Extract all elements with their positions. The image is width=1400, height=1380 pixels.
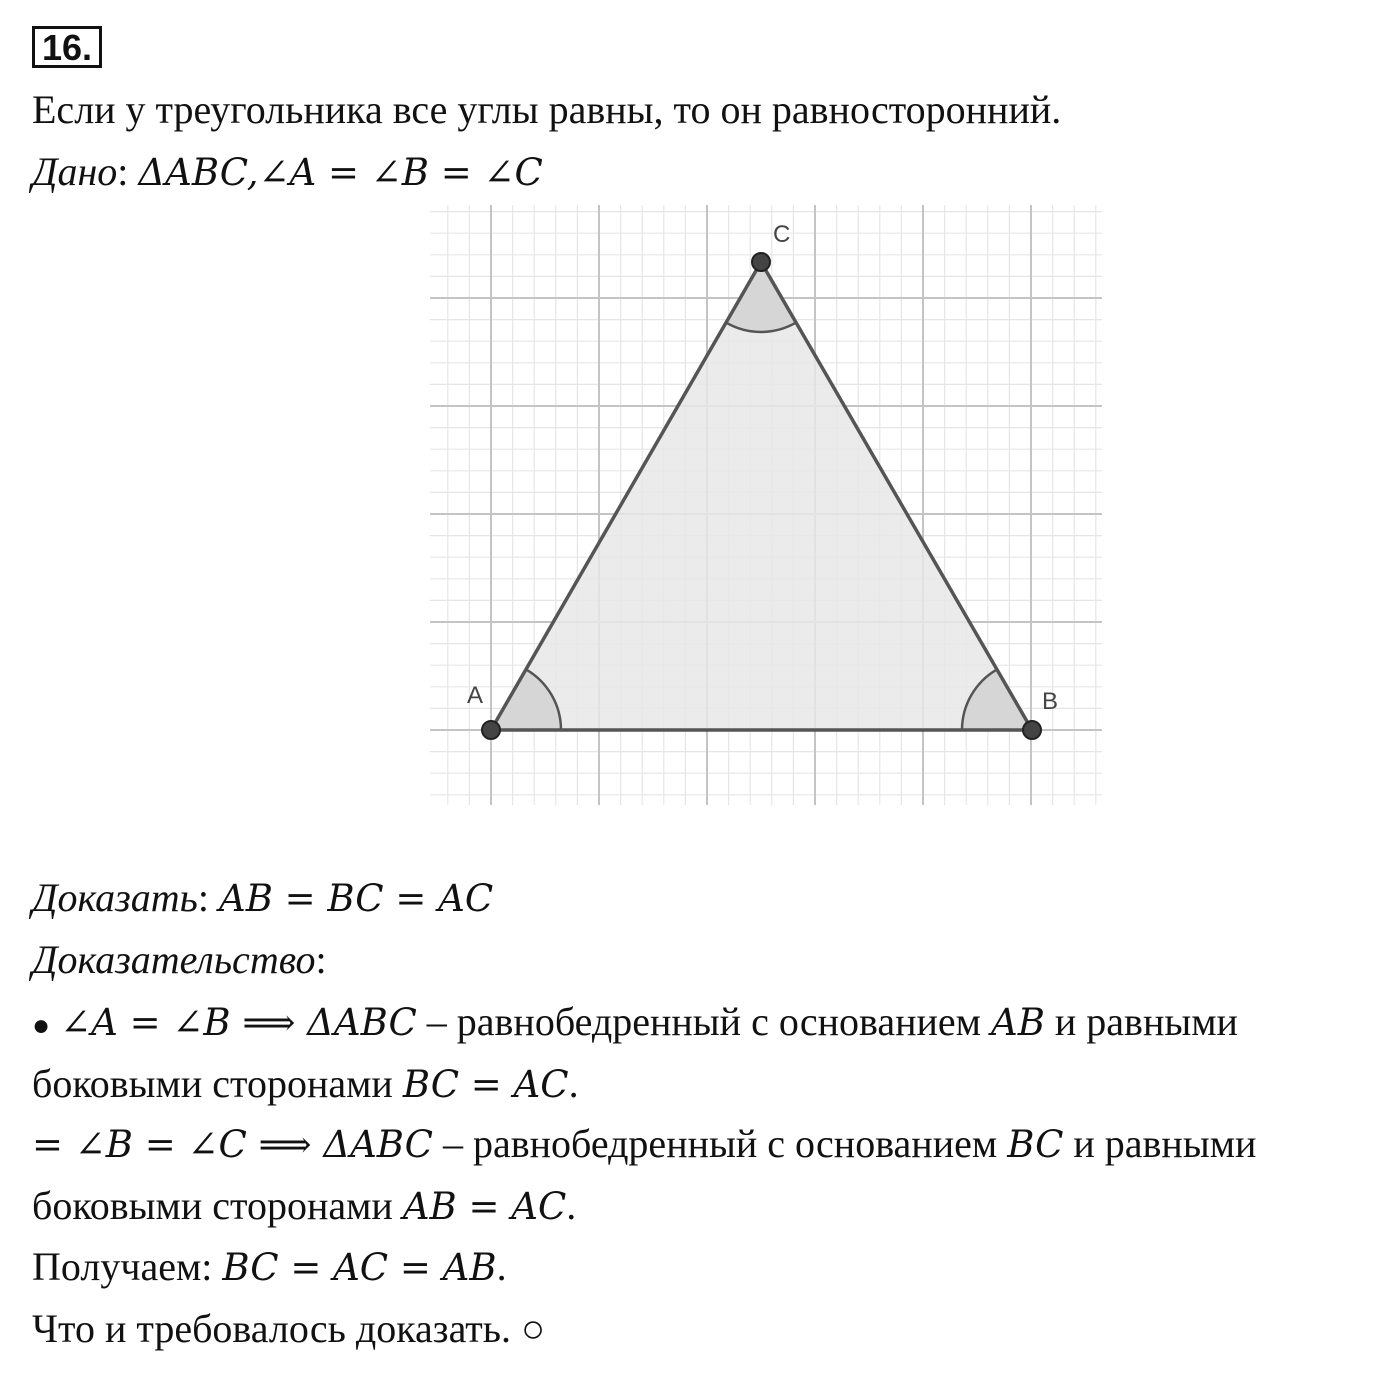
result-math: BC = AC = AB (222, 1246, 497, 1289)
proof-line-1-end: и равными (1044, 999, 1238, 1044)
point-a (482, 721, 500, 739)
point-c (752, 253, 770, 271)
given-math: ΔABC,∠A = ∠B = ∠C (138, 151, 543, 194)
proof-line-2-math: BC = AC (402, 1063, 569, 1106)
prove-math: AB = BC = AC (218, 877, 494, 920)
proof-line-3 (32, 1120, 1256, 1169)
result-dot: . (496, 1244, 507, 1289)
problem-statement: Если у треугольника все углы равны, то он равносторонний. (32, 87, 1062, 132)
proof-line-2 (32, 1060, 579, 1109)
proof-line-2-text: боковыми сторонами (32, 1061, 403, 1106)
label-c: C (773, 221, 791, 248)
proof-line-1-text: – равнобедренный с основанием (416, 999, 991, 1044)
proof-heading (32, 936, 327, 984)
proof-colon: : (315, 937, 327, 982)
qed-line: Что и требовалось доказать. ○ (32, 1306, 546, 1351)
label-a: A (467, 682, 484, 709)
proof-line-4-text: боковыми сторонами (32, 1183, 403, 1228)
label-b: B (1042, 688, 1059, 715)
proof-line-1-base: AB (990, 1001, 1045, 1044)
proof-line-4-dot: . (566, 1183, 577, 1228)
bullet: ● (32, 1009, 51, 1042)
prove-colon: : (197, 875, 209, 920)
proof-line-3-end: и равными (1063, 1121, 1257, 1166)
prove-line (32, 874, 493, 923)
given-label: Дано (32, 149, 118, 194)
point-b (1023, 721, 1041, 739)
proof-line-4 (32, 1182, 576, 1231)
proof-line-3-math: = ∠B = ∠C ⟹ ΔABC (32, 1123, 433, 1166)
result-line (32, 1243, 507, 1292)
proof-line-3-base: BC (1007, 1123, 1064, 1166)
proof-line-1-math: ∠A = ∠B ⟹ ΔABC (60, 1001, 417, 1044)
triangle-figure (430, 205, 1102, 805)
result-label: Получаем: (32, 1244, 223, 1289)
proof-line-1 (32, 998, 1238, 1050)
proof-line-3-text: – равнобедренный с основанием (432, 1121, 1008, 1166)
problem-number: 16. (32, 26, 102, 68)
angle-c-arc (726, 262, 796, 332)
proof-line-2-dot: . (568, 1061, 579, 1106)
proof-label: Доказательство (32, 937, 316, 982)
prove-label: Доказать (32, 875, 198, 920)
given-colon: : (117, 149, 129, 194)
given-line (32, 148, 543, 197)
proof-line-4-math: AB = AC (402, 1185, 567, 1228)
